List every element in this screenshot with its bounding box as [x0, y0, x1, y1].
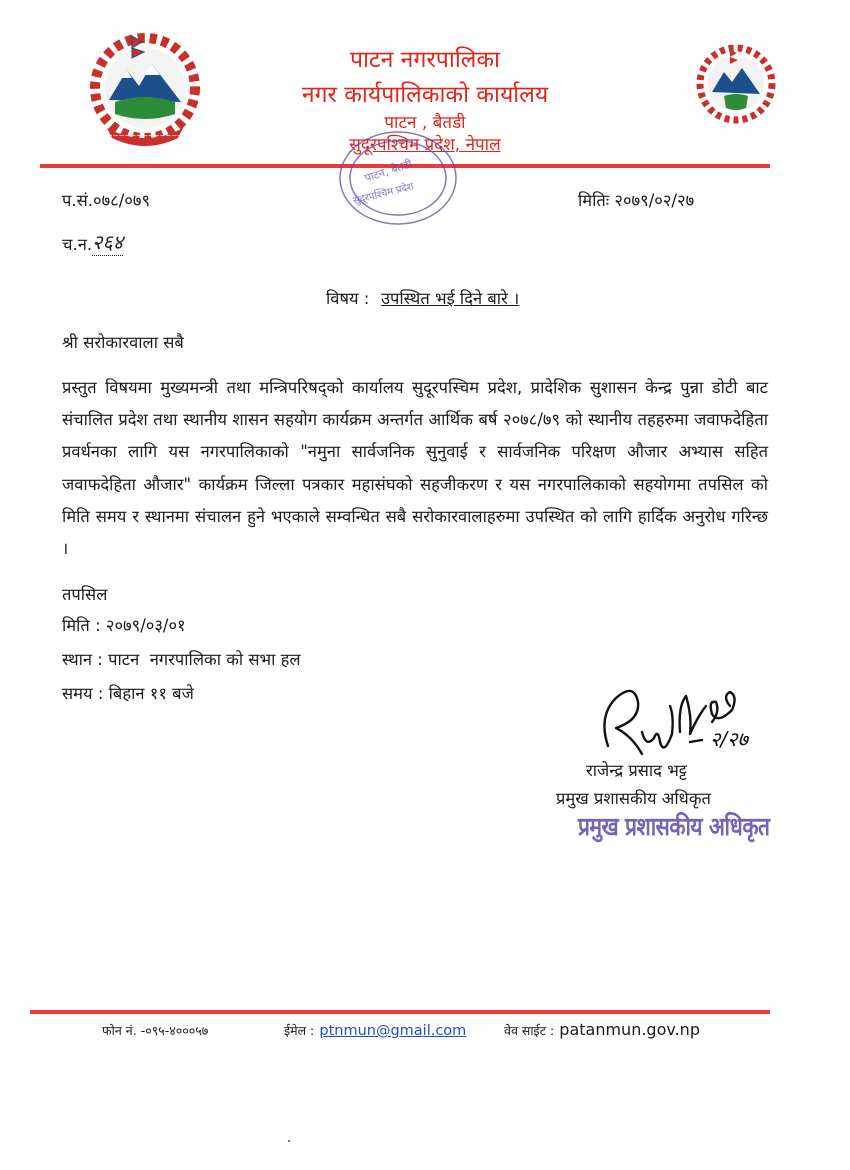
- letter-date: मितिः २०७९/०२/२७: [578, 191, 695, 210]
- speck: [288, 1140, 290, 1142]
- footer-email: [284, 1020, 466, 1039]
- designation-stamp: प्रमुख प्रशासकीय अधिकृत: [578, 812, 770, 842]
- detail-time: समय : बिहान ११ बजे: [62, 684, 194, 703]
- website-label: वेव साईट :: [504, 1023, 555, 1038]
- email-link[interactable]: ptnmun@gmail.com: [319, 1023, 467, 1039]
- details-heading: तपसिल: [62, 585, 108, 604]
- phone-number: -०९५-४०००५७: [140, 1023, 209, 1038]
- stamp-line-1: पाटन, बैतडी: [362, 157, 414, 185]
- dispatch-number: २६४: [92, 230, 124, 254]
- signatory-name: राजेन्द्र प्रसाद भट्ट: [586, 761, 687, 780]
- office-province: सुदूरपश्चिम प्रदेश, नेपाल: [349, 135, 501, 155]
- salutation: श्री सरोकारवाला सबै: [62, 333, 184, 352]
- svg-text:२/२७: २/२७: [710, 727, 748, 751]
- signatory-designation: प्रमुख प्रशासकीय अधिकृत: [556, 789, 711, 808]
- municipality-name: पाटन नगरपालिका: [349, 47, 500, 73]
- phone-label: फोन नं.: [102, 1023, 137, 1038]
- website-link[interactable]: patanmun.gov.np: [559, 1020, 700, 1039]
- dispatch-label: च.न.: [62, 235, 93, 254]
- office-name: नगर कार्यपालिकाको कार्यालय: [301, 82, 549, 108]
- svg-text:~~~~~~~~~~~~~: ~~~~~~~~~~~~~: [106, 132, 184, 140]
- footer-rule: [30, 1010, 770, 1014]
- subject-label: विषय :: [326, 289, 370, 308]
- subject-text: उपस्थित भई दिने बारे ।: [381, 289, 520, 308]
- detail-venue: स्थान : पाटन नगरपालिका को सभा हल: [62, 650, 301, 669]
- signature-icon: [594, 676, 774, 762]
- footer-phone: [102, 1022, 208, 1039]
- detail-date: मिति : २०७९/०३/०१: [62, 616, 186, 635]
- letter-body: प्रस्तुत विषयमा मुख्यमन्त्री तथा मन्त्रिपरिषद्‌को कार्यालय सुदूरपस्चिम प्रदेश, प्रादेशिक सुशासन केन्द्र पुन्ना डोटी बाट संचालित प्रदेश तथा स्थानीय शासन सहयोग कार्यक्रम अन्तर्गत आर्थिक बर्ष २०७८/७९ को स्थानीय तहहरुमा जवाफदेहिता प्रवर्धनका लागि यस नगरपालिकाको "नमुना सार्वजनिक सुनुवाई र सार्वजनिक परिक्षण औजार अभ्यास सहित जवाफदेहिता औजार" कार्यक्रम जिल्ला पत्रकार महासंघको सहजीकरण र यस नगरपालिकाको सहयोगमा तपसिल को मिति समय र स्थानमा संचालन हुने भएकाले सम्वन्धित सबै सरोकारवालाहरुमा उपस्थित को लागि हार्दिक अनुरोध गरिन्छ ।: [62, 378, 768, 559]
- email-label: ईमेल :: [284, 1023, 315, 1038]
- footer-website: [504, 1020, 700, 1039]
- office-stamp-icon: [326, 126, 466, 236]
- stamp-line-2: सुदूरपश्चिम प्रदेश: [352, 181, 415, 207]
- office-location: पाटन , बैतडी: [384, 113, 466, 133]
- reference-number: प.सं.०७८/०७९: [62, 191, 151, 210]
